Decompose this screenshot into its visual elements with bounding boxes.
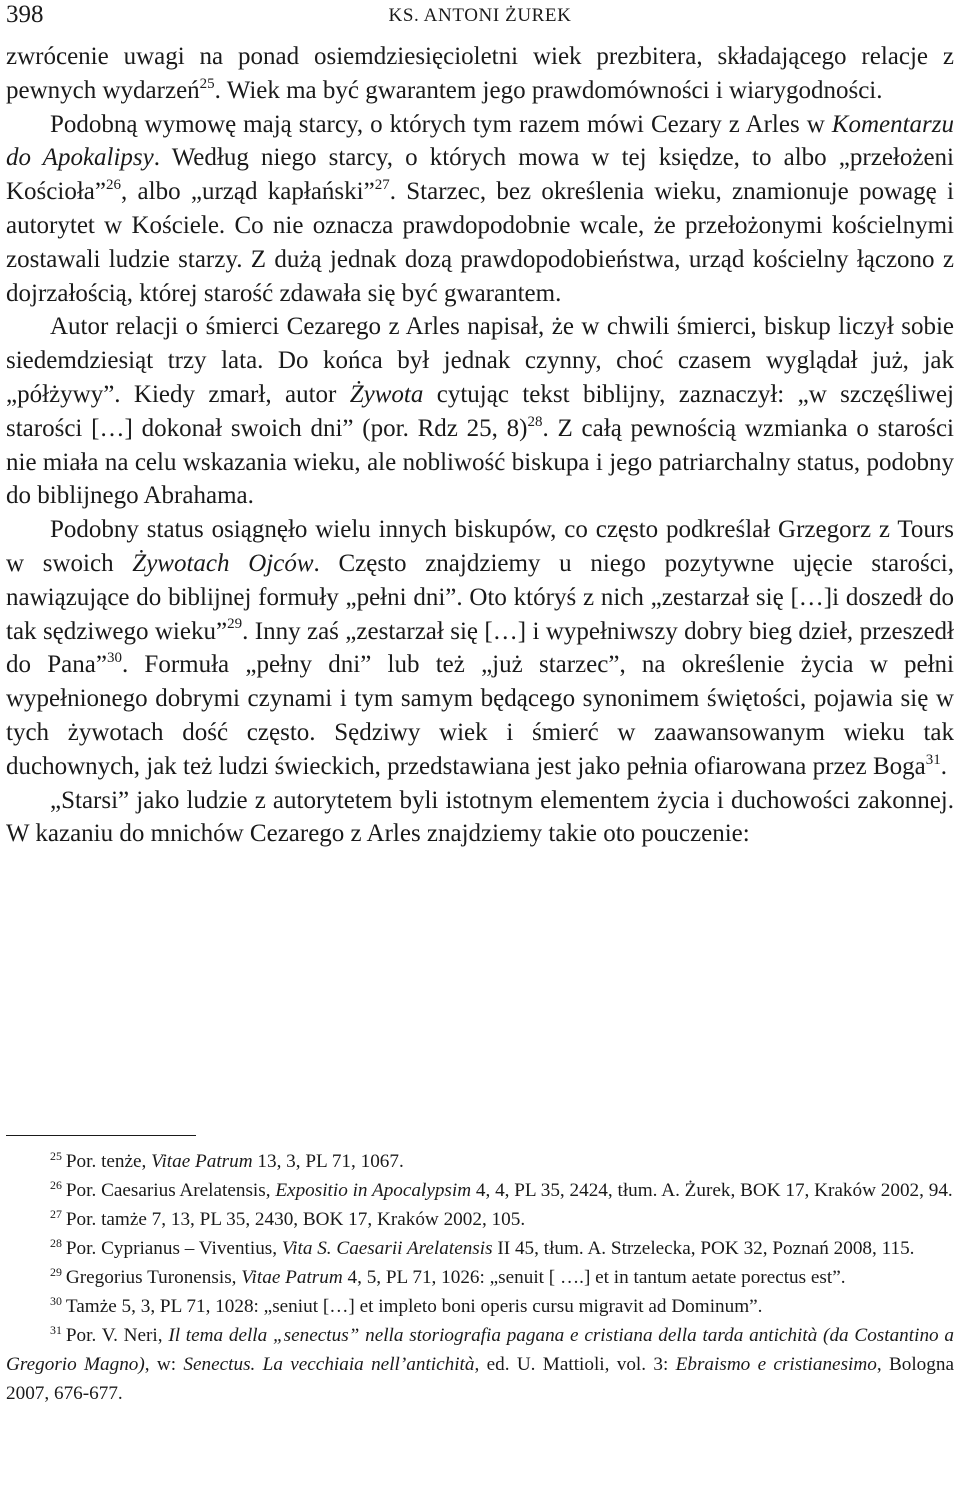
text-run: . Często znajdziemy u niego pozytywne ujęcie starości, nawiązujące do biblijnej formuły „pełni dni”. Oto któryś z nich „zestarzał się […]i doszedł do tak sędziwego wieku” — [6, 549, 954, 645]
text-run: 4, 5, PL 71, 1026: „senuit [ ….] et in tantum aetate porectus est”. — [342, 1267, 846, 1288]
italic-title: Żywotach Ojców — [132, 549, 314, 577]
text-run: „Starsi” jako ludzie z autorytetem byli istotnym elementem życia i duchowości zakonnej. W kazaniu do mnichów Cezarego z Arles znajdziemy takie oto pouczenie: — [6, 786, 954, 848]
footnote-number: 31 — [50, 1322, 62, 1337]
footnote-29 — [6, 1263, 954, 1292]
text-run: cytując tekst biblijny, zaznaczył: „w szczęśliwej starości […] dokonał swoich dni” (por. Rdz 25, 8) — [6, 380, 954, 442]
text-run: . Według niego starcy, o których mowa w tej księdze, to albo „przełożeni Kościoła” — [6, 144, 954, 206]
footnote-number: 27 — [50, 1206, 62, 1221]
body-text — [6, 40, 954, 851]
italic-title: Expositio in Apocalypsim — [275, 1180, 472, 1201]
footnote-30 — [6, 1292, 954, 1321]
text-run: II 45, tłum. A. Strzelecka, POK 32, Poznań 2008, 115. — [492, 1238, 915, 1259]
italic-title: Żywota — [349, 380, 424, 408]
italic-title: Vita S. Caesarii Arelatensis — [281, 1238, 493, 1259]
footnote-ref-31: 31 — [925, 751, 941, 768]
text-run: . Starzec, bez określenia wieku, znamionuje powagę i autorytet w Kościele. Co nie oznacza prawdopodobnie wcale, że przełożonymi kościelnymi zostawali ludzie starzy. Z dużą jednak dozą prawdopodobieństwa, urząd kościelny łączono z dojrzałością, której starość zdawała się być gwarantem. — [6, 178, 954, 307]
text-run: , Bologna 2007, 676-677. — [6, 1354, 954, 1404]
footnote-26 — [6, 1176, 954, 1205]
paragraph-4 — [6, 513, 954, 783]
text-run: 4, 4, PL 35, 2424, tłum. A. Żurek, BOK 17, Kraków 2002, 94. — [471, 1180, 953, 1201]
text-run: 13, 3, PL 71, 1067. — [252, 1151, 404, 1172]
text-run: . — [940, 752, 948, 780]
italic-title: Il tema della „senectus” nella storiografia pagana e cristiana della tarda antichità (da Costantino a Gregorio Magno) — [6, 1325, 954, 1375]
text-run: Por. V. Neri, — [65, 1325, 169, 1346]
footnote-31 — [6, 1321, 954, 1408]
text-run: . Wiek ma być gwarantem jego prawdomówności i wiarygodności. — [214, 76, 883, 104]
footnote-ref-27: 27 — [374, 177, 390, 194]
footnote-ref-29: 29 — [227, 616, 243, 633]
text-run: , ed. U. Mattioli, vol. 3: — [474, 1354, 676, 1375]
footnote-separator — [6, 1135, 196, 1136]
text-run: Por. tenże, — [65, 1151, 152, 1172]
italic-title: Senectus. La vecchiaia nell’antichità — [183, 1354, 475, 1375]
footnote-number: 29 — [50, 1264, 62, 1279]
text-run: Podobny status osiągnęło wielu innych biskupów, co często podkreślał Grzegorz z Tours w swoich — [6, 516, 954, 577]
paragraph-2 — [6, 108, 954, 311]
footnote-28 — [6, 1234, 954, 1263]
italic-title: Vitae Patrum — [151, 1151, 253, 1172]
italic-title: Vitae Patrum — [241, 1267, 343, 1288]
running-head: KS. ANTONI ŻUREK — [388, 5, 572, 26]
text-run: . Formuła „pełny dni” lub też „już starzec”, na określenie życia w pełni wypełnionego dobrymi czynami i tym samym będącego synonimem świętości, pojawia się w tych żywotach dość często. Sędziwy wiek i śmierć w zaawansowanym wieku tak duchownych, jak też ludzi świeckich, przedstawiana jest jako pełnia ofiarowana przez Boga — [6, 651, 954, 780]
text-run: . Z całą pewnością wzmianka o starości nie miała na celu wskazania wieku, ale nobliwość biskupa i jego patriarchalny status, podobny do biblijnego Abrahama. — [6, 414, 954, 510]
footnote-ref-28: 28 — [527, 413, 543, 430]
text-run: , w: — [144, 1354, 184, 1375]
text-run: , albo „urząd kapłański” — [120, 178, 375, 206]
footnote-number: 30 — [50, 1293, 62, 1308]
footnote-ref-26: 26 — [105, 177, 121, 194]
footnote-ref-25: 25 — [199, 75, 215, 92]
text-run: zwrócenie uwagi na ponad osiemdziesięcioletni wiek prezbitera, składającego relacje z pewnych wydarzeń — [6, 43, 954, 104]
text-run: Podobną wymowę mają starcy, o których tym razem mówi Cezary z Arles w — [50, 110, 832, 138]
page-number: 398 — [6, 1, 44, 28]
text-run: Por. Caesarius Arelatensis, — [65, 1180, 276, 1201]
text-run: Por. tamże 7, 13, PL 35, 2430, BOK 17, Kraków 2002, 105. — [65, 1209, 526, 1230]
text-run: Autor relacji o śmierci Cezarego z Arles napisał, że w chwili śmierci, biskup liczył sobie siedemdziesiąt trzy lata. Do końca był jednak czynny, choć czasem wyglądał już, jak „półżywy”. Kiedy zmarł, autor — [6, 313, 954, 408]
italic-title: Komentarzu do Apokalipsy — [6, 110, 954, 172]
italic-title: Ebraismo e cristianesimo — [675, 1354, 877, 1375]
text-run: . Inny zaś „zestarzał się […] i wypełniwszy dobry bieg dzieł, przeszedł do Pana” — [6, 617, 954, 679]
paragraph-5 — [6, 784, 954, 852]
text-run: Por. Cyprianus – Viventius, — [65, 1238, 282, 1259]
footnote-number: 25 — [50, 1148, 62, 1163]
paragraph-3 — [6, 310, 954, 513]
text-run: Gregorius Turonensis, — [65, 1267, 242, 1288]
footnote-number: 28 — [50, 1235, 62, 1250]
page-header — [6, 0, 954, 32]
footnotes — [6, 1147, 954, 1408]
footnote-number: 26 — [50, 1177, 62, 1192]
footnote-25 — [6, 1147, 954, 1176]
text-run: Tamże 5, 3, PL 71, 1028: „seniut […] et impleto boni operis cursu migravit ad Dominum”. — [65, 1296, 763, 1317]
paragraph-1 — [6, 40, 954, 108]
footnote-ref-30: 30 — [106, 650, 122, 667]
footnote-27 — [6, 1205, 954, 1234]
